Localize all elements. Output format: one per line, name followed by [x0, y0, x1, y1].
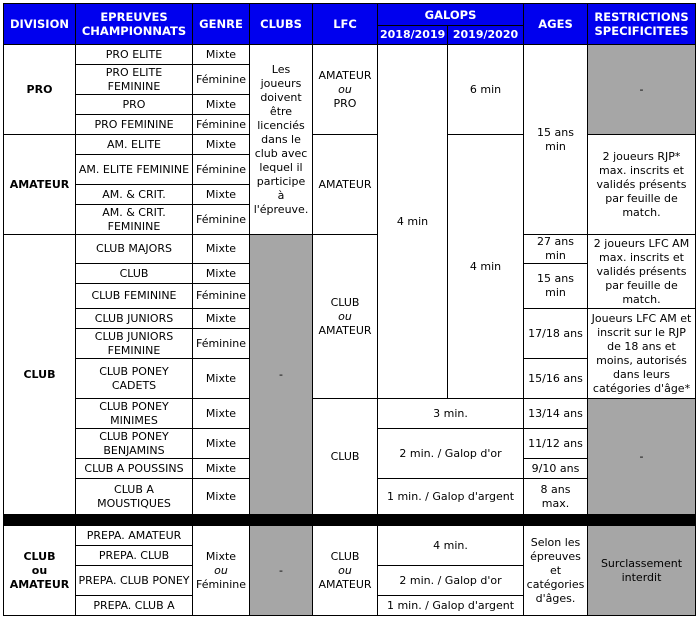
epreuve-cell: PRO ELITE	[76, 45, 193, 65]
table-row	[4, 45, 696, 65]
restrictions-club-top: 2 joueurs LFC AM max. inscrits et validés présents par feuille de match.	[588, 235, 696, 309]
ages-poussins: 9/10 ans	[524, 459, 588, 479]
genre-cell: Mixte	[193, 399, 250, 429]
epreuve-cell: CLUB PONEY CADETS	[76, 359, 193, 399]
genre-cell: Mixte	[193, 135, 250, 155]
galops-2019-club: 4 min	[448, 135, 524, 399]
header-galops-2019: 2019/2020	[448, 26, 524, 45]
ages-prepa: Selon les épreuves et catégories d'âges.	[524, 526, 588, 616]
lfc-prepa-line1: CLUB	[330, 549, 360, 563]
header-lfc: LFC	[313, 4, 378, 45]
ages-majors: 27 ans min	[524, 235, 588, 264]
genre-cell: Mixte	[193, 45, 250, 65]
table-row	[4, 235, 696, 264]
header-genre: GENRE	[193, 4, 250, 45]
galops-prepa-club-poney: 2 min. / Galop d'or	[378, 566, 524, 596]
prepa-genre-line1: Mixte	[205, 549, 237, 563]
epreuve-cell: PREPA. AMATEUR	[76, 526, 193, 546]
header-galops-2018: 2018/2019	[378, 26, 448, 45]
header-galops: GALOPS	[378, 4, 524, 26]
genre-cell: Mixte	[193, 359, 250, 399]
lfc-prepa-line2: ou	[338, 563, 352, 577]
genre-cell: Mixte	[193, 264, 250, 284]
header-row	[4, 4, 696, 26]
epreuve-cell: CLUB PONEY MINIMES	[76, 399, 193, 429]
lfc-prepa-line3: AMATEUR	[318, 577, 372, 591]
epreuve-cell: CLUB JUNIORS	[76, 309, 193, 329]
lfc-club-upper-line3: AMATEUR	[318, 323, 372, 337]
lfc-club-upper-line1: CLUB	[330, 295, 360, 309]
epreuve-cell: PRO	[76, 95, 193, 115]
epreuve-cell: PRO FEMININE	[76, 115, 193, 135]
separator-bar	[4, 515, 696, 526]
lfc-prepa-cell	[313, 526, 378, 616]
epreuve-cell: CLUB	[76, 264, 193, 284]
epreuve-cell: AM. & CRIT. FEMININE	[76, 205, 193, 235]
epreuve-cell: CLUB A POUSSINS	[76, 459, 193, 479]
prepa-genre-line3: Féminine	[195, 577, 247, 591]
galops-prepa-amateur: 4 min.	[378, 526, 524, 566]
table-row	[4, 526, 696, 546]
genre-cell: Mixte	[193, 429, 250, 459]
division-coa-line1: CLUB	[23, 549, 56, 563]
epreuve-cell: PREPA. CLUB A	[76, 596, 193, 616]
lfc-pro-line2: ou	[338, 82, 352, 96]
division-amateur: AMATEUR	[4, 135, 76, 235]
epreuve-cell: CLUB A MOUSTIQUES	[76, 479, 193, 515]
genre-cell: Mixte	[193, 185, 250, 205]
restrictions-club-juniors: Joueurs LFC AM et inscrit sur le RJP de 18 ans et moins, autorisés dans leurs catégories d'âge*	[588, 309, 696, 399]
restrictions-pro: -	[588, 45, 696, 135]
header-clubs: CLUBS	[250, 4, 313, 45]
epreuve-cell: CLUB PONEY BENJAMINS	[76, 429, 193, 459]
restrictions-club-lower: -	[588, 399, 696, 515]
prepa-genre-cell	[193, 526, 250, 616]
galops-moustiques: 1 min. / Galop d'argent	[378, 479, 524, 515]
division-club: CLUB	[4, 235, 76, 515]
epreuve-cell: PREPA. CLUB	[76, 546, 193, 566]
ages-juniors: 17/18 ans	[524, 309, 588, 359]
epreuve-cell: AM. & CRIT.	[76, 185, 193, 205]
lfc-pro-line3: PRO	[333, 96, 357, 110]
epreuve-cell: AM. ELITE FEMININE	[76, 155, 193, 185]
lfc-amateur-cell: AMATEUR	[313, 135, 378, 235]
clubs-licence-cell: Les joueurs doivent être licenciés dans le club avec lequel il participe à l'épreuve.	[250, 45, 313, 235]
genre-cell: Féminine	[193, 65, 250, 95]
header-epreuves: EPREUVES CHAMPIONNATS	[76, 4, 193, 45]
restrictions-amateur: 2 joueurs RJP* max. inscrits et validés présents par feuille de match.	[588, 135, 696, 235]
epreuve-cell: CLUB MAJORS	[76, 235, 193, 264]
clubs-dash-prepa: -	[250, 526, 313, 616]
clubs-dash-club: -	[250, 235, 313, 515]
epreuve-cell: PREPA. CLUB PONEY	[76, 566, 193, 596]
header-restrictions: RESTRICTIONS SPECIFICITEES	[588, 4, 696, 45]
header-division: DIVISION	[4, 4, 76, 45]
lfc-club-lower-cell: CLUB	[313, 399, 378, 515]
ages-benjamins: 11/12 ans	[524, 429, 588, 459]
epreuve-cell: PRO ELITE FEMININE	[76, 65, 193, 95]
lfc-pro-line1: AMATEUR	[318, 68, 372, 82]
genre-cell: Mixte	[193, 459, 250, 479]
genre-cell: Féminine	[193, 329, 250, 359]
genre-cell: Féminine	[193, 115, 250, 135]
table-row	[4, 399, 696, 429]
genre-cell: Mixte	[193, 309, 250, 329]
ages-moustiques: 8 ans max.	[524, 479, 588, 515]
table-row	[4, 135, 696, 155]
division-club-ou-amateur	[4, 526, 76, 616]
ages-cadets: 15/16 ans	[524, 359, 588, 399]
lfc-club-upper-cell	[313, 235, 378, 399]
genre-cell: Féminine	[193, 155, 250, 185]
galops-2018-main: 4 min	[378, 45, 448, 399]
lfc-pro-cell	[313, 45, 378, 135]
epreuve-cell: AM. ELITE	[76, 135, 193, 155]
genre-cell: Mixte	[193, 95, 250, 115]
ages-club: 15 ans min	[524, 264, 588, 309]
lfc-club-upper-line2: ou	[338, 309, 352, 323]
championship-table	[3, 3, 696, 616]
ages-pro-amateur: 15 ans min	[524, 45, 588, 235]
genre-cell: Féminine	[193, 205, 250, 235]
header-ages: AGES	[524, 4, 588, 45]
division-coa-line3: AMATEUR	[9, 577, 70, 591]
galops-2019-pro: 6 min	[448, 45, 524, 135]
epreuve-cell: CLUB JUNIORS FEMININE	[76, 329, 193, 359]
galops-minimes: 3 min.	[378, 399, 524, 429]
prepa-genre-line2: ou	[214, 563, 228, 577]
galops-prepa-club-a: 1 min. / Galop d'argent	[378, 596, 524, 616]
genre-cell: Mixte	[193, 479, 250, 515]
galops-benjamins: 2 min. / Galop d'or	[378, 429, 524, 479]
division-pro: PRO	[4, 45, 76, 135]
ages-minimes: 13/14 ans	[524, 399, 588, 429]
epreuve-cell: CLUB FEMININE	[76, 284, 193, 309]
restrictions-prepa: Surclassement interdit	[588, 526, 696, 616]
division-coa-line2: ou	[31, 563, 48, 577]
genre-cell: Féminine	[193, 284, 250, 309]
separator-row	[4, 515, 696, 526]
genre-cell: Mixte	[193, 235, 250, 264]
